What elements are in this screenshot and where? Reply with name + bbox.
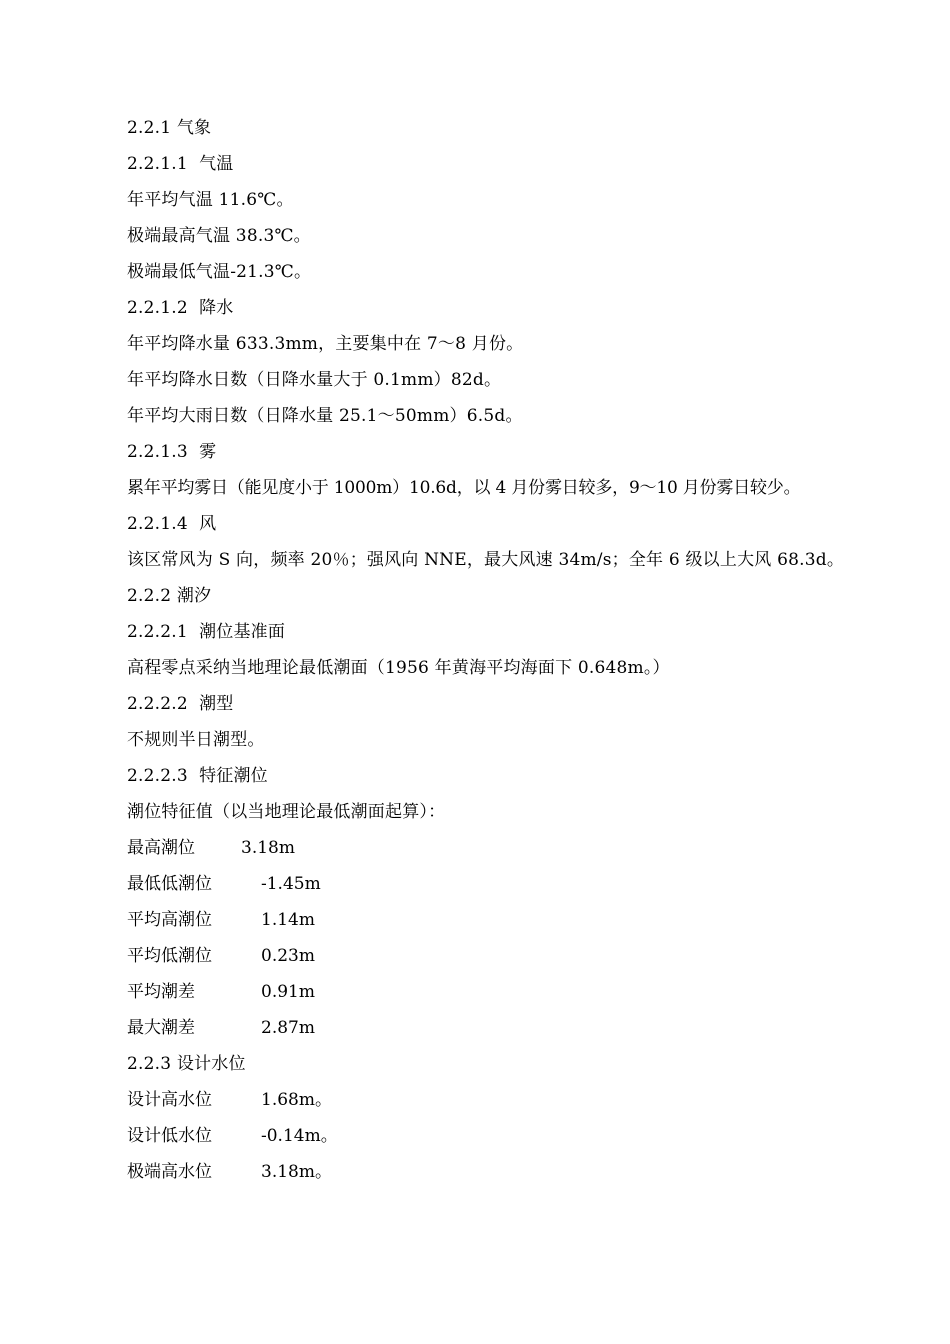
section-heading: 2.2.1 气象: [127, 118, 212, 138]
paragraph: 累年平均雾日（能见度小于 1000m）10.6d，以 4 月份雾日较多，9～10 月份雾日较少。: [127, 478, 801, 498]
tide-level-row: [127, 830, 867, 866]
tide-level-list: [127, 830, 867, 1046]
tide-level-row: [127, 938, 867, 974]
paragraph: 年平均气温 11.6℃。: [127, 190, 294, 210]
tide-level-row: [127, 1010, 867, 1046]
design-level-row: [127, 1118, 867, 1154]
subsection-heading: 2.2.2.2 潮型: [127, 694, 234, 714]
tide-level-name: 最大潮差: [127, 1018, 195, 1038]
subsection-heading: 2.2.2.1 潮位基准面: [127, 622, 286, 642]
design-level-name: 设计高水位: [127, 1090, 212, 1110]
tide-level-row: [127, 974, 867, 1010]
subsection-heading: 2.2.1.2 降水: [127, 298, 234, 318]
tide-level-name: 平均低潮位: [127, 946, 212, 966]
tide-level-row: [127, 866, 867, 902]
design-level-name: 设计低水位: [127, 1126, 212, 1146]
tide-level-row: [127, 902, 867, 938]
tide-level-value: 1.14m: [261, 910, 315, 930]
tide-level-name: 最高潮位: [127, 838, 195, 858]
design-level-value: 3.18m。: [261, 1162, 332, 1182]
tide-level-value: 3.18m: [241, 838, 295, 858]
subsection-heading: 2.2.1.1 气温: [127, 154, 234, 174]
tide-level-name: 平均潮差: [127, 982, 195, 1002]
paragraph: 该区常风为 S 向，频率 20％；强风向 NNE，最大风速 34m/s；全年 6 级以上大风 68.3d。: [127, 550, 845, 570]
paragraph: 潮位特征值（以当地理论最低潮面起算）：: [127, 802, 446, 822]
section-heading: 2.2.2 潮汐: [127, 586, 212, 606]
design-level-row: [127, 1082, 867, 1118]
paragraph: 高程零点采纳当地理论最低潮面（1956 年黄海平均海面下 0.648m。）: [127, 658, 670, 678]
paragraph: 年平均降水量 633.3mm，主要集中在 7～8 月份。: [127, 334, 524, 354]
paragraph: 极端最低气温-21.3℃。: [127, 262, 312, 282]
design-level-name: 极端高水位: [127, 1162, 212, 1182]
subsection-heading: 2.2.1.4 风: [127, 514, 217, 534]
tide-level-value: 0.91m: [261, 982, 315, 1002]
paragraph: 不规则半日潮型。: [127, 730, 265, 750]
design-level-row: [127, 1154, 867, 1190]
subsection-heading: 2.2.1.3 雾: [127, 442, 217, 462]
subsection-heading: 2.2.2.3 特征潮位: [127, 766, 268, 786]
document-page: [127, 110, 867, 1190]
paragraph: 年平均大雨日数（日降水量 25.1～50mm）6.5d。: [127, 406, 523, 426]
design-level-value: -0.14m。: [261, 1126, 338, 1146]
tide-level-value: -1.45m: [261, 874, 321, 894]
paragraph: 极端最高气温 38.3℃。: [127, 226, 311, 246]
tide-level-name: 平均高潮位: [127, 910, 212, 930]
design-level-list: [127, 1082, 867, 1190]
design-level-value: 1.68m。: [261, 1090, 332, 1110]
tide-level-value: 2.87m: [261, 1018, 315, 1038]
paragraph: 年平均降水日数（日降水量大于 0.1mm）82d。: [127, 370, 502, 390]
tide-level-value: 0.23m: [261, 946, 315, 966]
tide-level-name: 最低低潮位: [127, 874, 212, 894]
section-heading: 2.2.3 设计水位: [127, 1054, 246, 1074]
